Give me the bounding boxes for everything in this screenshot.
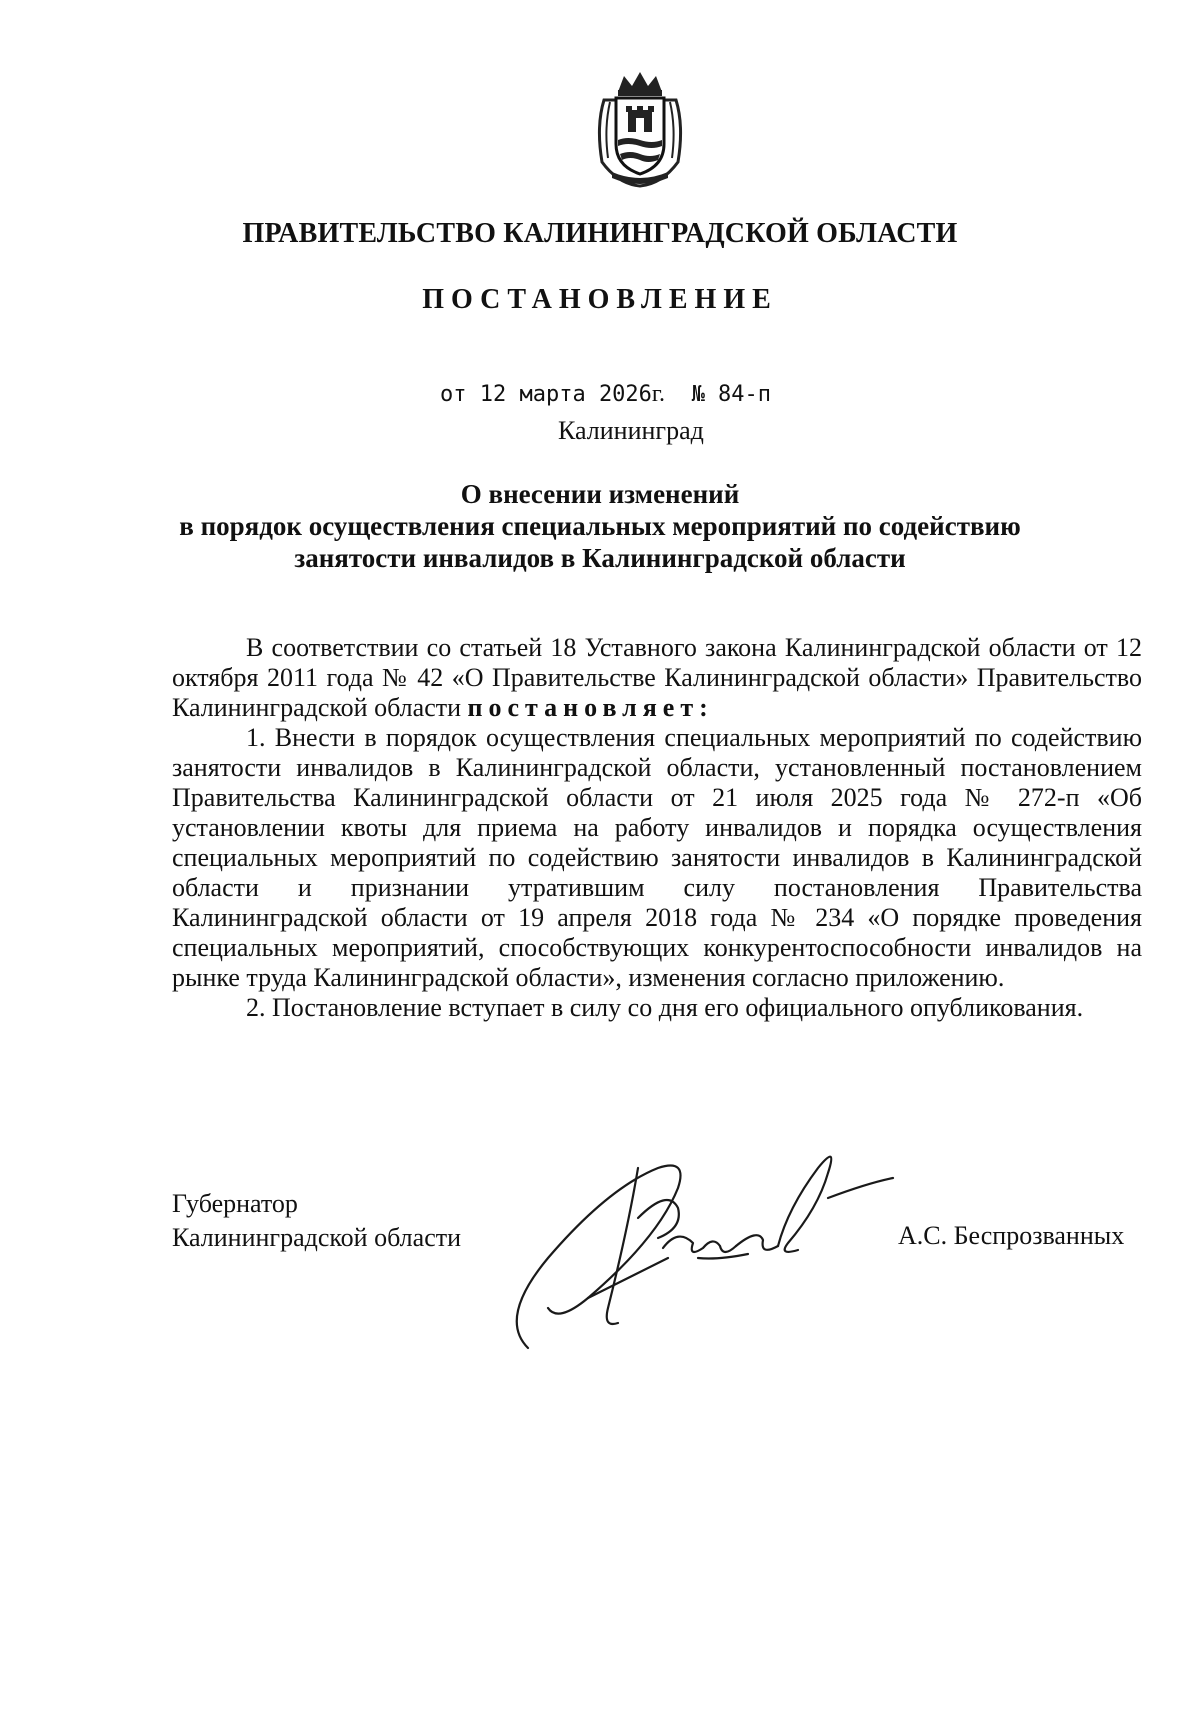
subject-line: О внесении изменений <box>460 479 740 509</box>
handwritten-signature <box>488 1128 908 1358</box>
position-line: Губернатор <box>172 1189 298 1218</box>
document-date: от 12 марта 2026 <box>440 382 652 407</box>
preamble-text: В соответствии со статьей 18 Уставного закона Калининградской области от 12 октября 2011 года № 42 «О Правительстве Калининградской области» Правительство Калининградской области <box>172 633 1142 722</box>
document-city: Калининград <box>558 416 704 445</box>
document-number: № 84-п <box>691 382 772 407</box>
date-year-suffix: г. <box>651 381 666 407</box>
document-subject <box>100 478 1100 574</box>
signatory-position <box>172 1187 461 1255</box>
subject-line: в порядок осуществления специальных мероприятий по содействию <box>179 511 1021 541</box>
resolves-word: постановляет: <box>467 693 714 722</box>
subject-line: занятости инвалидов в Калининградской области <box>294 543 906 573</box>
document-type: ПОСТАНОВЛЕНИЕ <box>422 284 778 315</box>
document-body <box>172 633 1142 1023</box>
item-1-paragraph: 1. Внести в порядок осуществления специальных мероприятий по содействию занятости инвалидов в Калининградской области, установленный постановлением Правительства Калининградской области от 21 июля 2025 года № 272-п «Об установлении квоты для приема на работу инвалидов и порядка осуществления специальных мероприятий по содействию занятости инвалидов в Калининградской области и признании утратившим силу постановления Правительства Калининградской области от 19 апреля 2018 года № 234 «О порядке проведения специальных мероприятий, способствующих конкурентоспособности инвалидов на рынке труда Калининградской области», изменения согласно приложению. <box>172 723 1142 992</box>
date-number-line <box>440 381 771 408</box>
item-2-paragraph: 2. Постановление вступает в силу со дня его официального опубликования. <box>246 993 1084 1022</box>
government-title: ПРАВИТЕЛЬСТВО КАЛИНИНГРАДСКОЙ ОБЛАСТИ <box>242 218 958 249</box>
position-line: Калининградской области <box>172 1223 462 1252</box>
preamble-paragraph <box>172 633 1142 723</box>
coat-of-arms-icon <box>588 66 692 190</box>
signer-name: А.С. Беспрозванных <box>898 1221 1125 1250</box>
